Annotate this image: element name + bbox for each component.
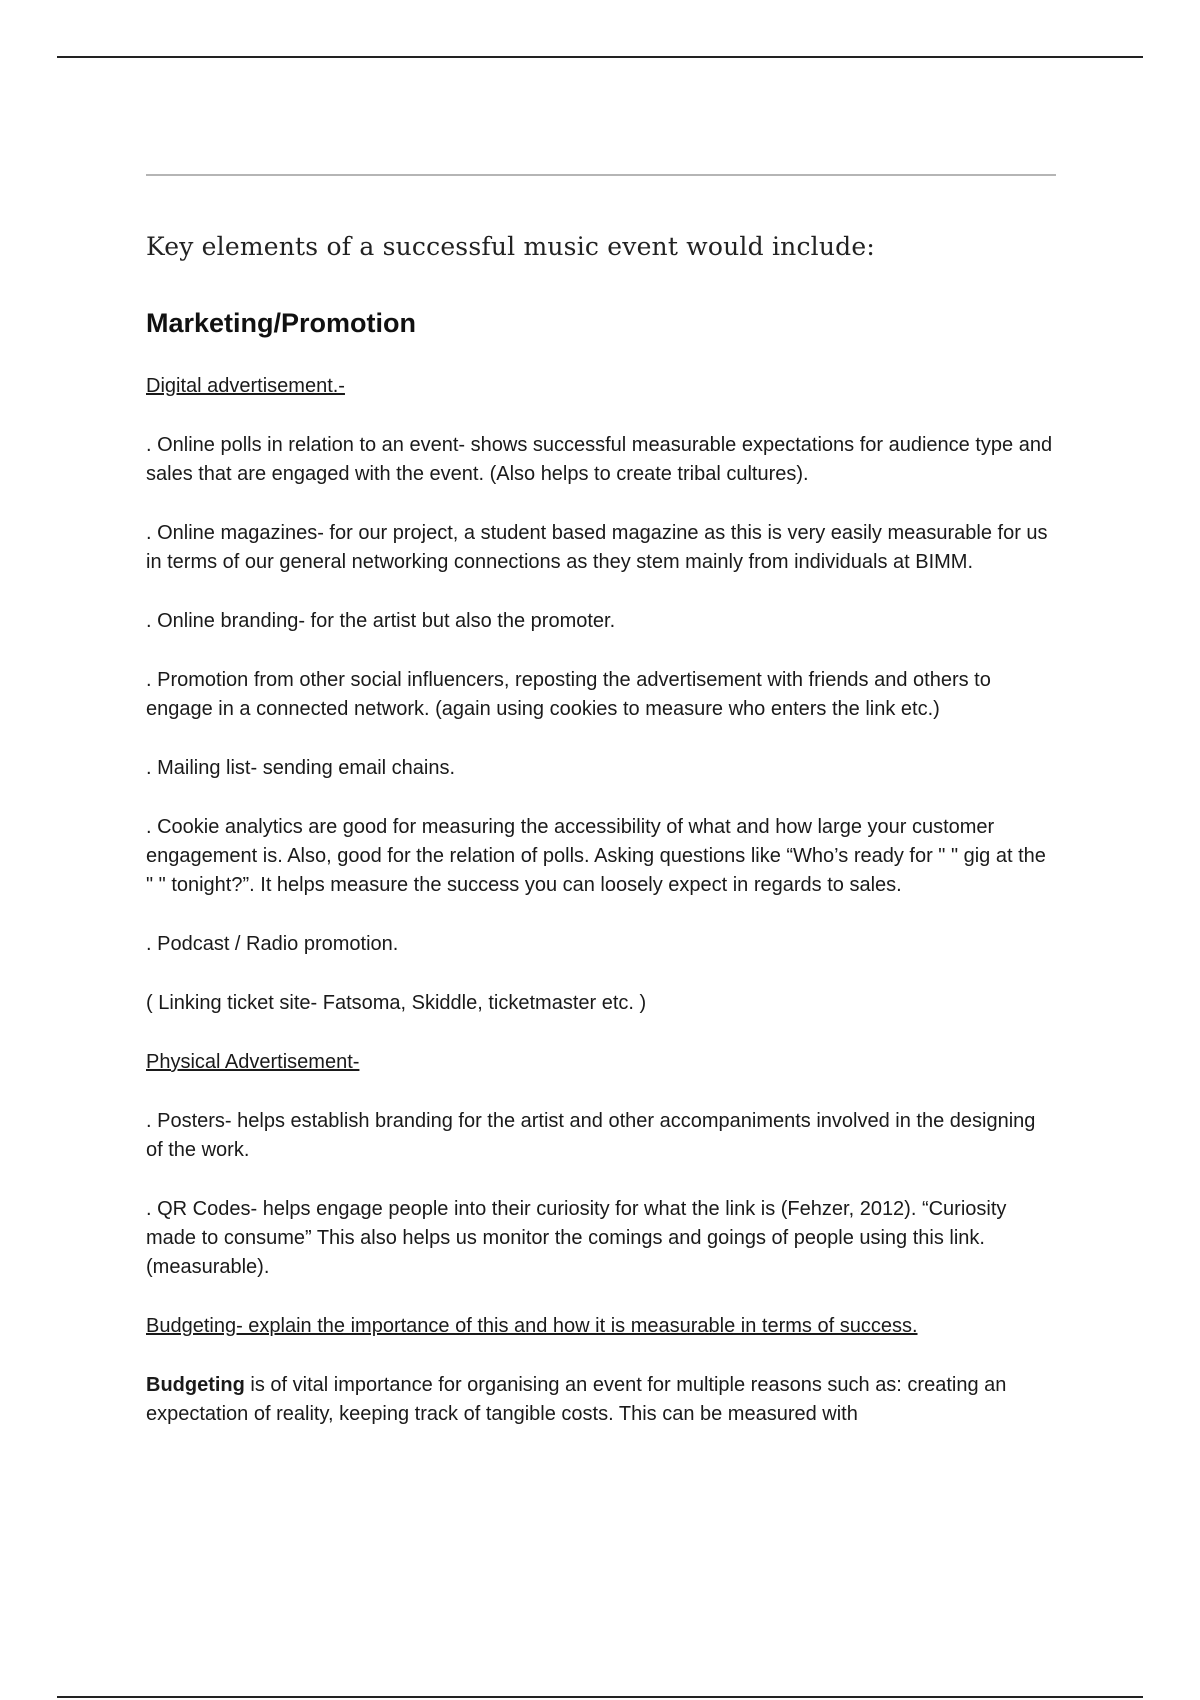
budgeting-text: is of vital importance for organising an event for multiple reasons such as: creating an expectation of reality, keeping track of tangible costs. This can be measured with [146, 1374, 1007, 1425]
paragraph-posters: . Posters- helps establish branding for the artist and other accompaniments involved in the designing of the work. [146, 1110, 1036, 1161]
subheading-digital: Digital advertisement.- [146, 375, 345, 397]
paragraph-cookie-analytics: . Cookie analytics are good for measuring the accessibility of what and how large your customer engagement is. Also, good for the relation of polls. Asking questions like “Who’s ready for " " gig at the " " tonight?”. It helps measure the success you can loosely expect in regards to sales. [146, 816, 1046, 896]
budgeting-lead: Budgeting [146, 1374, 245, 1396]
paragraph-online-polls: . Online polls in relation to an event- shows successful measurable expectations for audience type and sales that are engaged with the event. (Also helps to create tribal cultures). [146, 434, 1053, 485]
document-body [146, 372, 1056, 1429]
header-divider [146, 174, 1056, 176]
paragraph-budgeting [146, 1371, 1056, 1429]
paragraph-social-influencers: . Promotion from other social influencers, reposting the advertisement with friends and others to engage in a connected network. (again using cookies to measure who enters the link etc.) [146, 669, 991, 720]
paragraph-ticket-sites: ( Linking ticket site- Fatsoma, Skiddle, ticketmaster etc. ) [146, 992, 647, 1014]
paragraph-online-branding: . Online branding- for the artist but also the promoter. [146, 610, 616, 632]
page-top-rule [57, 56, 1143, 58]
paragraph-online-magazines: . Online magazines- for our project, a student based magazine as this is very easily measurable for us in terms of our general networking connections as they stem mainly from individuals at BIMM. [146, 522, 1048, 573]
subheading-budgeting: Budgeting- explain the importance of this and how it is measurable in terms of success. [146, 1315, 918, 1337]
paragraph-podcast-radio: . Podcast / Radio promotion. [146, 933, 399, 955]
intro-line: Key elements of a successful music event would include: [146, 232, 875, 261]
paragraph-mailing-list: . Mailing list- sending email chains. [146, 757, 456, 779]
page-bottom-rule [57, 1696, 1143, 1698]
paragraph-qr-codes: . QR Codes- helps engage people into their curiosity for what the link is (Fehzer, 2012). “Curiosity made to consume” This also helps us monitor the comings and goings of people using this link. (measurable). [146, 1198, 1007, 1278]
section-heading-marketing: Marketing/Promotion [146, 308, 417, 338]
subheading-physical: Physical Advertisement- [146, 1051, 360, 1073]
